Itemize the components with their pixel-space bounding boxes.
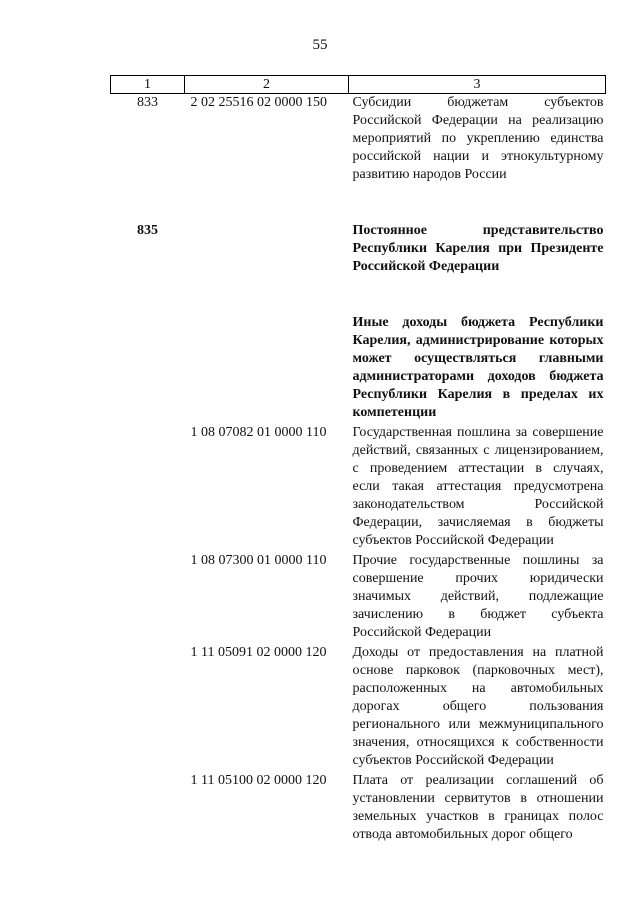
column-header-3: 3 [349,76,606,94]
table-row [111,772,606,846]
description-cell: Иные доходы бюджета Республики Карелия, администрирование которых может осуществляться главными администраторами доходов бюджета Республики Карелия в пределах их компетенции [352,315,604,420]
table-row [111,424,606,552]
column-header-1: 1 [111,76,185,94]
admin-code-cell [111,314,185,424]
revenue-codes-table [110,75,606,846]
table-row [111,222,606,278]
table-row [111,552,606,644]
budget-code-cell: 1 08 07300 01 0000 110 [190,553,327,568]
admin-code-cell [111,772,185,846]
admin-code-cell [111,644,185,772]
budget-code-cell: 2 02 25516 02 0000 150 [190,95,327,110]
table-row [111,314,606,424]
description-cell: Постоянное представительство Республики Карелия при Президенте Российской Федерации [352,223,604,274]
budget-code-cell: 1 08 07082 01 0000 110 [190,425,327,440]
budget-code-cell: 1 11 05100 02 0000 120 [190,773,327,788]
description-cell: Прочие государственные пошлины за совершение прочих юридически значимых действий, подлежащие зачислению в бюджет субъекта Российской Федерации [352,553,604,640]
description-cell: Субсидии бюджетам субъектов Российской Федерации на реализацию мероприятий по укреплению единства российской нации и этнокультурному развитию народов России [352,95,604,182]
budget-code-cell [185,314,349,424]
description-cell: Государственная пошлина за совершение действий, связанных с лицензированием, с проведением аттестации в случаях, если такая аттестация предусмотрена законодательством Российской Федерации, зачисляемая в бюджеты субъектов Российской Федерации [352,425,604,548]
description-cell: Плата от реализации соглашений об установлении сервитутов в отношении земельных участков в границах полос отвода автомобильных дорог общего [352,773,604,842]
budget-code-cell [185,222,349,278]
admin-code-cell: 833 [137,95,158,110]
table-row [111,644,606,772]
description-cell: Доходы от предоставления на платной основе парковок (парковочных мест), расположенных на автомобильных дорогах общего пользования регионального или межмуниципального значения, относящихся к собственности субъектов Российской Федерации [352,645,604,768]
table-row [111,94,606,187]
page-number: 55 [312,37,328,53]
admin-code-cell [111,424,185,552]
admin-code-cell [111,552,185,644]
budget-code-cell: 1 11 05091 02 0000 120 [190,645,327,660]
admin-code-cell: 835 [137,223,158,238]
column-header-2: 2 [185,76,349,94]
table-header-row [111,76,606,94]
